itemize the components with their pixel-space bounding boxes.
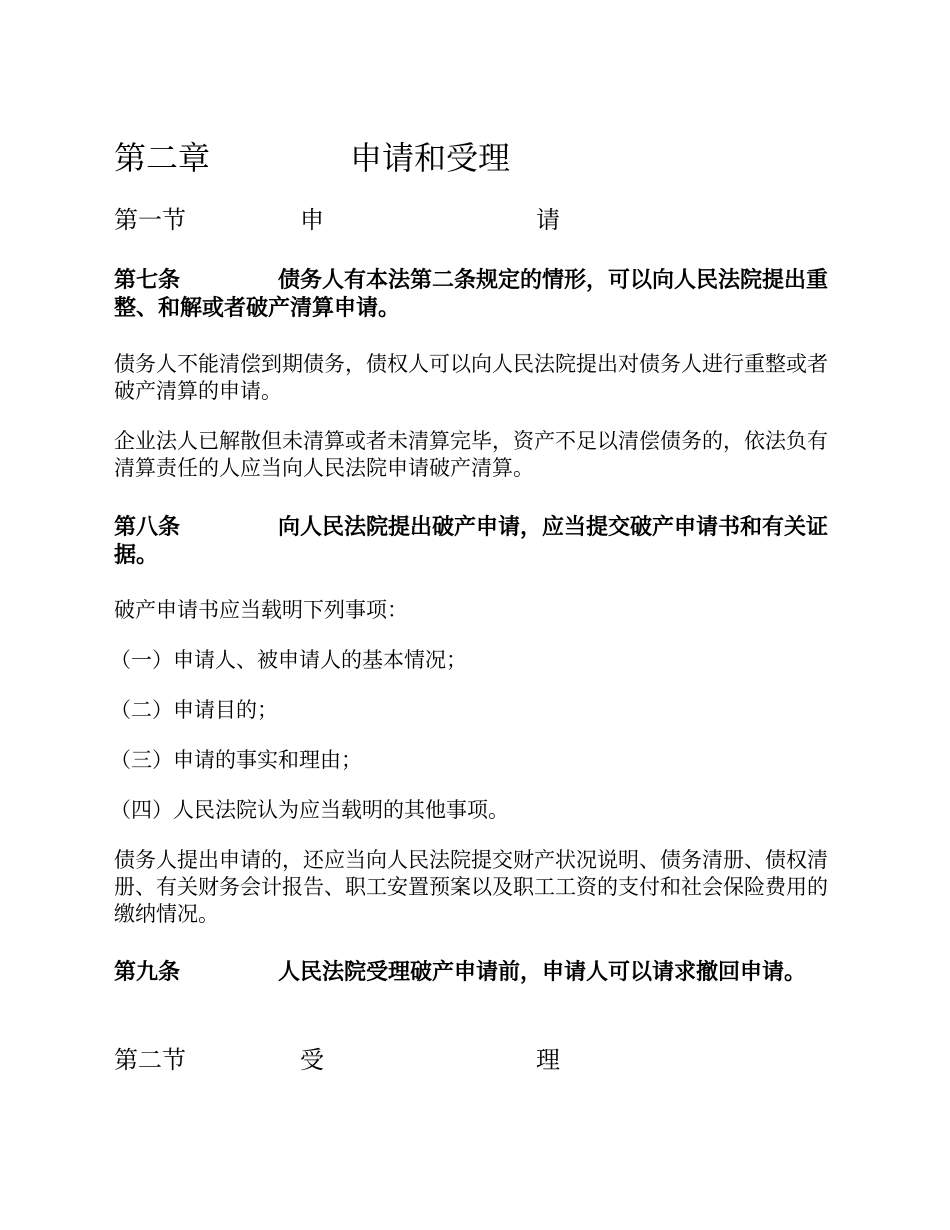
article-8-intro: 破产申请书应当载明下列事项： bbox=[114, 598, 408, 622]
article-text: 向人民法院提出破产申请，应当提交破产申请书和有关证据。 bbox=[114, 514, 829, 568]
chapter-number: 第二章 bbox=[114, 139, 211, 177]
section-title-char-2: 请 bbox=[536, 206, 560, 234]
section-number: 第二节 bbox=[114, 1046, 186, 1074]
article-number: 第九条 bbox=[114, 959, 181, 985]
list-item: （四）人民法院认为应当载明的其他事项。 bbox=[110, 798, 509, 822]
article-9-heading bbox=[114, 958, 838, 986]
section-heading-1 bbox=[114, 203, 838, 237]
article-8-closing: 债务人提出申请的，还应当向人民法院提交财产状况说明、债务清册、债权清册、有关财务会计报告、职工安置预案以及职工工资的支付和社会保险费用的缴纳情况。 bbox=[114, 848, 828, 926]
article-number: 第七条 bbox=[114, 267, 181, 293]
article-number: 第八条 bbox=[114, 514, 181, 540]
article-7-paragraph-1: 债务人不能清偿到期债务，债权人可以向人民法院提出对债务人进行重整或者破产清算的申请。 bbox=[114, 352, 828, 403]
list-item: （一）申请人、被申请人的基本情况； bbox=[110, 648, 467, 672]
section-heading-2 bbox=[114, 1043, 838, 1077]
article-7-paragraph-2: 企业法人已解散但未清算或者未清算完毕，资产不足以清偿债务的，依法负有清算责任的人应当向人民法院申请破产清算。 bbox=[114, 429, 828, 480]
chapter-title: 申请和受理 bbox=[350, 139, 511, 177]
list-item: （二）申请目的； bbox=[110, 698, 278, 722]
section-number: 第一节 bbox=[114, 206, 186, 234]
article-text: 债务人有本法第二条规定的情形，可以向人民法院提出重整、和解或者破产清算申请。 bbox=[114, 267, 829, 321]
chapter-heading bbox=[114, 136, 838, 180]
list-item: （三）申请的事实和理由； bbox=[110, 748, 362, 772]
section-title-char-2: 理 bbox=[536, 1046, 560, 1074]
article-8-heading bbox=[114, 513, 838, 569]
article-7-heading bbox=[114, 266, 838, 322]
section-title-char-1: 受 bbox=[300, 1046, 324, 1074]
section-title-char-1: 申 bbox=[300, 206, 324, 234]
article-text: 人民法院受理破产申请前，申请人可以请求撤回申请。 bbox=[278, 959, 807, 985]
